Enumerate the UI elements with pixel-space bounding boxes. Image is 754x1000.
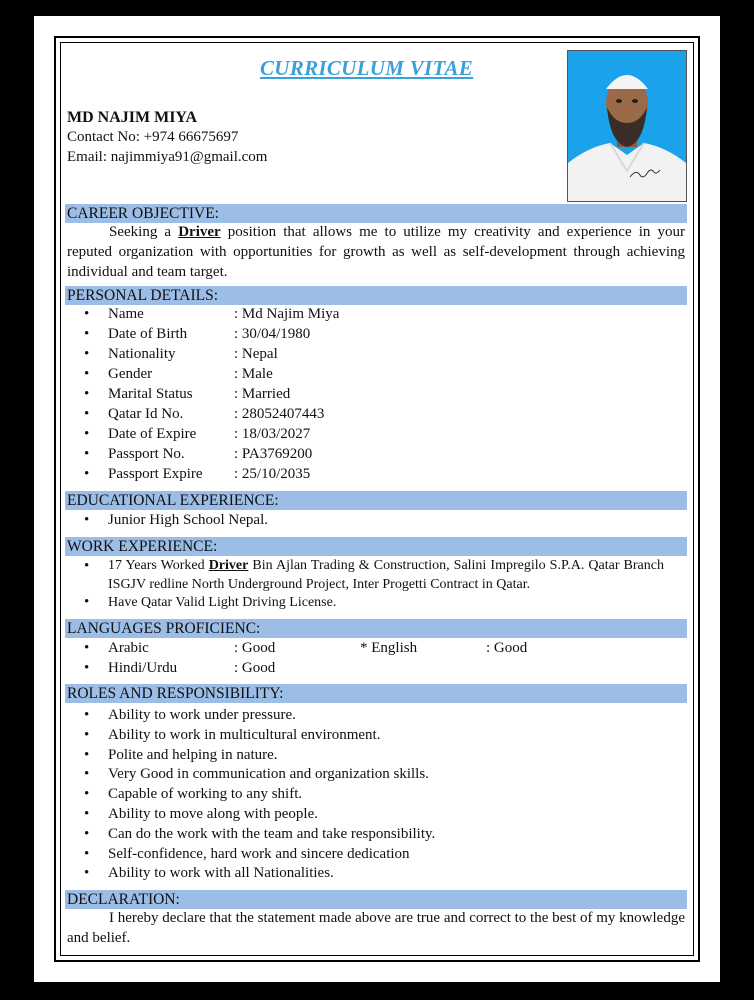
- bullet-icon: •: [84, 826, 90, 842]
- bullet-icon: •: [84, 366, 90, 382]
- bullet-icon: •: [84, 386, 90, 402]
- language-english: * English: [360, 640, 418, 656]
- personal-detail-value: : 28052407443: [234, 406, 325, 422]
- personal-detail-label: Passport No.: [108, 446, 185, 462]
- personal-detail-value: : 25/10/2035: [234, 466, 311, 482]
- bullet-icon: •: [84, 446, 90, 462]
- bullet-icon: •: [84, 594, 90, 610]
- personal-detail-label: Marital Status: [108, 386, 193, 402]
- personal-detail-value: : Married: [234, 386, 291, 402]
- career-text-before: Seeking a: [109, 224, 179, 240]
- candidate-name: MD NAJIM MIYA: [67, 109, 198, 126]
- personal-detail-label: Passport Expire: [108, 466, 203, 482]
- language-english-level: : Good: [486, 640, 528, 656]
- language-arabic-level: : Good: [234, 640, 276, 656]
- personal-details-heading: PERSONAL DETAILS:: [65, 286, 687, 305]
- career-text-after: position that allows me to utilize my creativity and experience in your reputed organization with opportunities for growth as well as self-development through achieving individual and team target.: [67, 224, 685, 280]
- personal-detail-value: : 30/04/1980: [234, 326, 311, 342]
- role-item: Can do the work with the team and take responsibility.: [108, 826, 436, 842]
- personal-detail-label: Date of Expire: [108, 426, 197, 442]
- email-address: Email: najimmiya91@gmail.com: [67, 149, 268, 165]
- bullet-icon: •: [84, 865, 90, 881]
- personal-detail-label: Nationality: [108, 346, 176, 362]
- personal-detail-label: Date of Birth: [108, 326, 188, 342]
- career-objective-heading: CAREER OBJECTIVE:: [65, 204, 687, 223]
- cv-page: [34, 16, 720, 982]
- language-hindi-urdu: Hindi/Urdu: [108, 660, 178, 676]
- bullet-icon: •: [84, 786, 90, 802]
- personal-detail-value: : Male: [234, 366, 273, 382]
- bullet-icon: •: [84, 326, 90, 342]
- personal-detail-value: : Md Najim Miya: [234, 306, 340, 322]
- career-objective-text: [67, 222, 685, 282]
- personal-detail-label: Gender: [108, 366, 153, 382]
- work-experience-heading: WORK EXPERIENCE:: [65, 537, 687, 556]
- bullet-icon: •: [84, 747, 90, 763]
- bullet-icon: •: [84, 766, 90, 782]
- role-item: Ability to work under pressure.: [108, 707, 296, 723]
- bullet-icon: •: [84, 426, 90, 442]
- personal-detail-label: Name: [108, 306, 144, 322]
- role-item: Very Good in communication and organization skills.: [108, 766, 429, 782]
- bullet-icon: •: [84, 466, 90, 482]
- personal-detail-value: : Nepal: [234, 346, 278, 362]
- personal-detail-value: : PA3769200: [234, 446, 313, 462]
- career-keyword: Driver: [178, 224, 221, 240]
- bullet-icon: •: [84, 406, 90, 422]
- work-item-1: [108, 556, 664, 594]
- personal-detail-label: Qatar Id No.: [108, 406, 184, 422]
- bullet-icon: •: [84, 346, 90, 362]
- bullet-icon: •: [84, 707, 90, 723]
- roles-heading: ROLES AND RESPONSIBILITY:: [65, 684, 687, 703]
- bullet-icon: •: [84, 660, 90, 676]
- personal-detail-value: : 18/03/2027: [234, 426, 311, 442]
- role-item: Polite and helping in nature.: [108, 747, 278, 763]
- profile-photo: [567, 50, 687, 202]
- bullet-icon: •: [84, 846, 90, 862]
- bullet-icon: •: [84, 727, 90, 743]
- contact-number: Contact No: +974 66675697: [67, 129, 239, 145]
- bullet-icon: •: [84, 306, 90, 322]
- work-text-after: Bin Ajlan Trading & Construction, Salini Impregilo S.P.A. Qatar Branch ISGJV redline North Underground Project, Inter Progetti Contract in Qatar.: [108, 558, 664, 592]
- declaration-heading: DECLARATION:: [65, 890, 687, 909]
- bullet-icon: •: [84, 640, 90, 656]
- bullet-icon: •: [84, 806, 90, 822]
- language-arabic: Arabic: [108, 640, 149, 656]
- education-item: Junior High School Nepal.: [108, 512, 268, 528]
- document-title: CURRICULUM VITAE: [260, 56, 474, 80]
- role-item: Capable of working to any shift.: [108, 786, 303, 802]
- languages-heading: LANGUAGES PROFICIENC:: [65, 619, 687, 638]
- role-item: Ability to work in multicultural environment.: [108, 727, 381, 743]
- declaration-text: I hereby declare that the statement made above are true and correct to the best of my knowledge and belief.: [67, 910, 685, 946]
- work-keyword: Driver: [208, 558, 249, 573]
- work-item-2: Have Qatar Valid Light Driving License.: [108, 595, 337, 610]
- bullet-icon: •: [84, 512, 90, 528]
- role-item: Self-confidence, hard work and sincere dedication: [108, 846, 410, 862]
- work-text-before: 17 Years Worked: [108, 558, 209, 573]
- role-item: Ability to move along with people.: [108, 806, 318, 822]
- language-hindi-urdu-level: : Good: [234, 660, 276, 676]
- bullet-icon: •: [84, 558, 90, 574]
- education-heading: EDUCATIONAL EXPERIENCE:: [65, 491, 687, 510]
- role-item: Ability to work with all Nationalities.: [108, 865, 334, 881]
